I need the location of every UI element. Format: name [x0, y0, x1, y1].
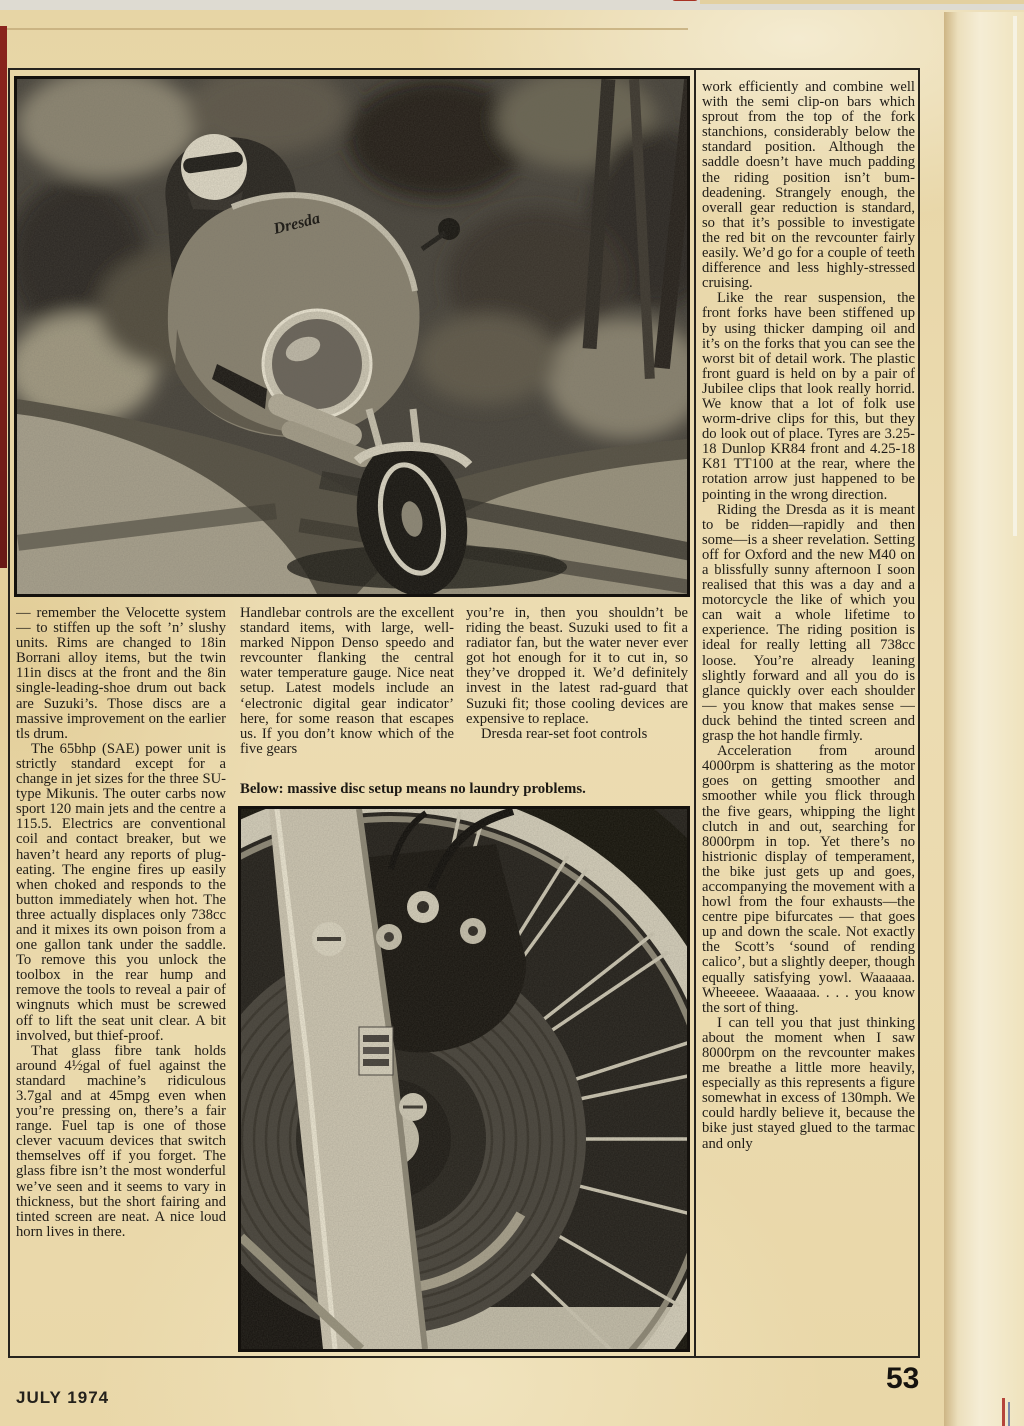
paragraph: work efficiently and combine well with the semi clip-on bars which sprout from the top of the fork stanchions, considerably below the standard position. Although the saddle doesn’t have much padding the riding position isn’t bum-deadening. Strangely enough, the overall gear reduction is standard, so that it’s possible to investigate the red bit on the revcounter fairly easily. We’d go for a couple of teeth difference and less highly-stressed cruising.	[702, 80, 915, 292]
paragraph: Handlebar controls are the excellent standard items, with large, well-marked Nippon Denso speedo and revcounter flanking the central water temperature gauge. Nice neat setup. Latest models include an ‘electronic digital gear indicator’ here, for some reason that escapes us. If you don’t know which of the five gears	[240, 606, 454, 757]
column-1	[16, 606, 226, 1356]
column-right	[702, 80, 915, 1354]
disc-photo	[238, 806, 690, 1352]
column-divider-rule	[694, 68, 696, 1358]
paragraph: you’re in, then you shouldn’t be riding the beast. Suzuki used to fit a radiator fan, but the water never ever got hot enough for it to cut in, so they’ve dropped it. We’d definitely invest in the latest rad-guard that Suzuki fit; those cooling devices are expensive to replace.	[466, 606, 688, 727]
column-3	[466, 606, 688, 782]
page-curl	[944, 12, 1024, 1426]
behind-page-edge	[700, 0, 1024, 4]
blue-edge-mark	[1008, 1402, 1010, 1426]
paragraph: — remember the Velocette system — to stiffen up the soft ’n’ slushy units. Rims are changed to 18in Borrani alloy items, but the twin 11in discs at the front and the 8in single-leading-shoe drum out back are Suzuki’s. Those discs are a massive improvement on the earlier tls drum.	[16, 606, 226, 742]
column-2	[240, 606, 454, 782]
footer-page-number: 53	[886, 1362, 920, 1395]
photo-grain	[241, 809, 687, 1349]
paragraph: I can tell you that just thinking about the moment when I saw 8000rpm on the revcounter makes me breathe a little more heavily, especially as this represents a figure somewhat in excess of 130mph. We could hardly believe it, because the bike just stayed glued to the tarmac and only	[702, 1014, 915, 1152]
paragraph: That glass fibre tank holds around 4½gal of fuel against the standard machine’s ridiculous 3.7gal and at 45mpg even when you’re pressing on, there’s a fair range. Fuel tap is one of those clever vacuum devices that switch themselves off if you forget. The glass fibre isn’t the most wonderful we’ve seen and it seems to vary in thickness, but the short fairing and tinted screen are neat. A nice loud horn lives in there.	[16, 1042, 226, 1240]
action-photo-illustration	[17, 79, 687, 594]
photo-grain	[17, 79, 687, 594]
red-edge-mark	[1002, 1398, 1005, 1426]
page-edge-highlight	[1013, 16, 1017, 536]
red-page-tab	[672, 0, 698, 1]
paragraph: Riding the Dresda as it is meant to be ridden—rapidly and then some—is a sheer revelation. Setting off for Oxford and the new M40 on a blissfully sunny afternoon I soon realised that this was a day and a motorcycle the like of which you can wait a whole lifetime to experience. The riding position is ideal for really letting all 738cc loose. You’re already leaning slightly forward and all you do is glance quickly over each shoulder — you know that makes sense — duck behind the tinted screen and grasp the hot handle firmly.	[702, 501, 915, 745]
photo-caption: Below: massive disc setup means no laundry problems.	[240, 781, 586, 797]
spine-strip	[0, 26, 7, 568]
action-photo	[14, 76, 690, 597]
footer-issue-date: JULY 1974	[16, 1388, 110, 1407]
under-page-edge-line	[0, 28, 688, 30]
disc-photo-illustration	[241, 809, 687, 1349]
paragraph: Dresda rear-set foot controls	[481, 725, 648, 742]
paragraph: The 65bhp (SAE) power unit is strictly standard except for a change in jet sizes for the three SU-type Mikunis. The outer carbs now sport 120 main jets and the centre a 115.5. Electrics are conventional coil and contact breaker, but we haven’t heard any reports of plug-eating. The engine fires up easily when choked and responds to the button immediately when hot. The three actually displaces only 738cc and it mixes its own poison from a one gallon tank under the saddle. To remove this you unlock the toolbox in the rear hump and remove the tools to reveal a pair of wingnuts which must be screwed off to lift the seat unit clear. A bit involved, but thief-proof.	[16, 740, 226, 1044]
paragraph: Like the rear suspension, the front forks have been stiffened up by using thicker damping oil and it’s on the forks that you can see the worst bit of detail work. The plastic front guard is held on by a pair of Jubilee clips that look really horrid. We know that a lot of folk use worm-drive clips for this, but they do look out of place. Tyres are 3.25-18 Dunlop KR84 front and 4.25-18 K81 TT100 at the rear, where the rotation arrow just happened to be pointing in the wrong direction.	[702, 290, 915, 503]
paragraph: Acceleration from around 4000rpm is shattering as the motor goes on getting smoother and smoother while you flick through the five gears, whipping the light clutch in and out, searching for 8000rpm in top. Yet there’s no histrionic display of temperament, the bike just gets up and goes, accompanying the movement with a howl from the four exhausts—the centre pipe bifurcates — that goes up and down the scale. Not exactly the Scott’s ‘sound of rending calico’, but a slightly deeper, though equally satisfying yowl. Waaaaaa. Wheeeee. Waaaaaa. . . . you know the sort of thing.	[702, 743, 915, 1016]
magazine-page	[0, 10, 1024, 1426]
